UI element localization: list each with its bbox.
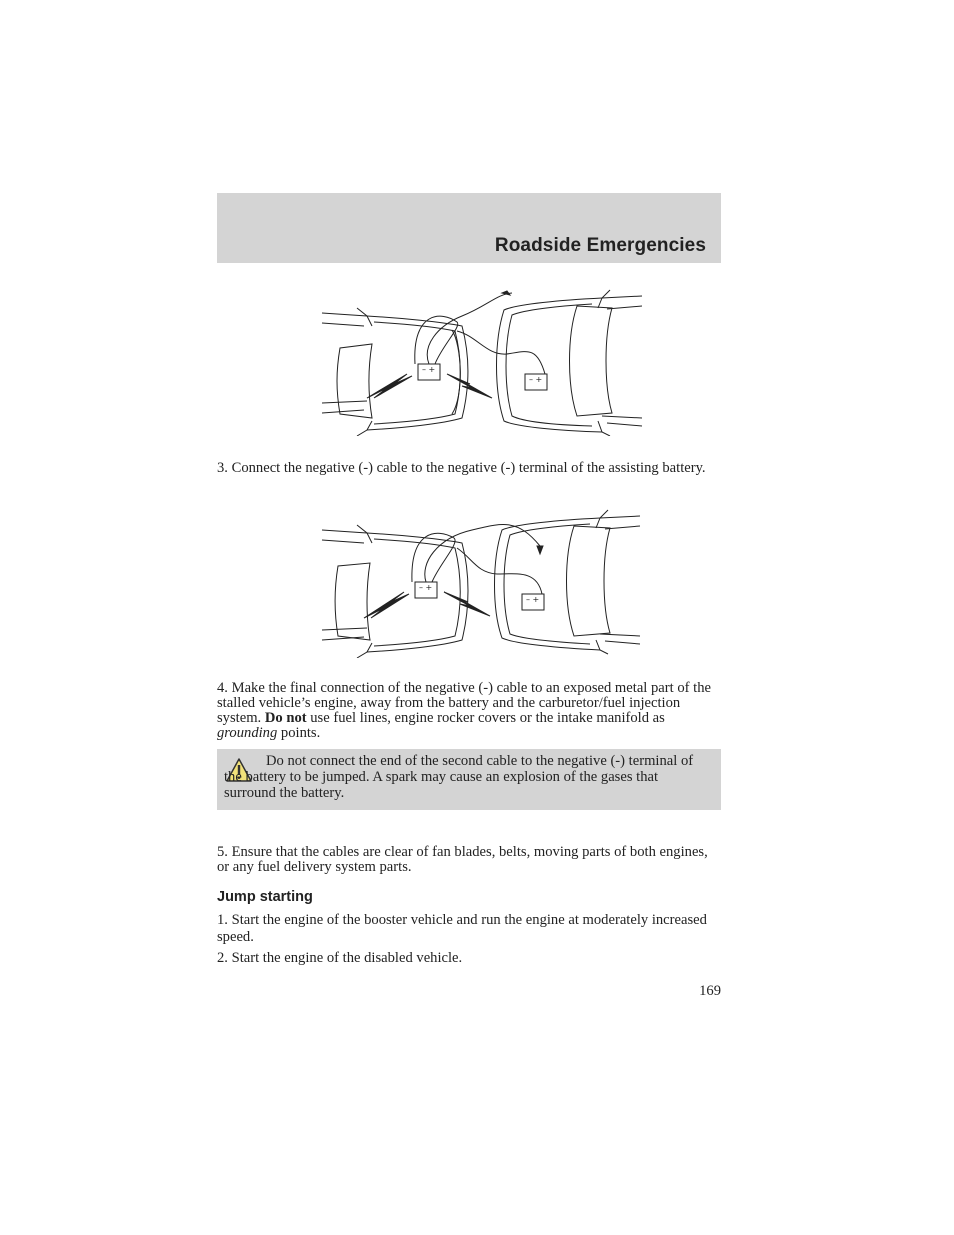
jump-step-2: 2. Start the engine of the disabled vehicle. bbox=[217, 950, 463, 966]
right-vehicle-outline bbox=[495, 510, 641, 654]
section-header bbox=[217, 193, 721, 263]
left-battery bbox=[418, 364, 440, 380]
step-4-part-2: use fuel lines, engine rocker covers or the intake manifold as bbox=[306, 710, 665, 726]
warning-box bbox=[217, 749, 721, 810]
svg-text:– +: – + bbox=[419, 583, 433, 592]
left-battery bbox=[415, 582, 437, 598]
warning-message: Do not connect the end of the second cable to the negative (-) terminal of the battery to be jumped. A spark may cause an explosion of the gases that surround the battery. bbox=[224, 753, 694, 801]
jump-starting-heading: Jump starting bbox=[217, 889, 313, 905]
svg-text:– +: – + bbox=[422, 365, 436, 374]
step-4-text bbox=[217, 681, 721, 741]
jump-step-1: 1. Start the engine of the booster vehicle and run the engine at moderately increased speed. bbox=[217, 912, 707, 945]
page-number: 169 bbox=[699, 983, 721, 999]
right-battery bbox=[525, 374, 547, 390]
right-battery bbox=[522, 594, 544, 610]
jumper-cable-diagram-2 bbox=[312, 508, 652, 658]
left-vehicle-outline bbox=[322, 308, 468, 436]
step-3-text: 3. Connect the negative (-) cable to the negative (-) terminal of the assisting battery. bbox=[217, 460, 706, 476]
step-4-emphasis: Do not bbox=[264, 710, 307, 726]
svg-text:– +: – + bbox=[526, 595, 540, 604]
step-4-part-3: points. bbox=[277, 725, 321, 741]
jumper-cable-diagram-1 bbox=[312, 286, 652, 436]
svg-text:– +: – + bbox=[529, 375, 543, 384]
right-vehicle-outline bbox=[497, 290, 643, 436]
step-4-part-1: 4. Make the final connection of the negative (-) cable to an exposed metal part of the stalled vehicle’s engine, away from the battery and the carburetor/fuel injection system. bbox=[217, 680, 711, 726]
warning-text bbox=[224, 753, 713, 801]
left-vehicle-outline bbox=[322, 525, 468, 658]
step-4-italic: grounding bbox=[217, 725, 278, 741]
step-5-text: 5. Ensure that the cables are clear of fan blades, belts, moving parts of both engines, or any fuel delivery system parts. bbox=[217, 844, 708, 875]
section-title: Roadside Emergencies bbox=[494, 235, 706, 256]
